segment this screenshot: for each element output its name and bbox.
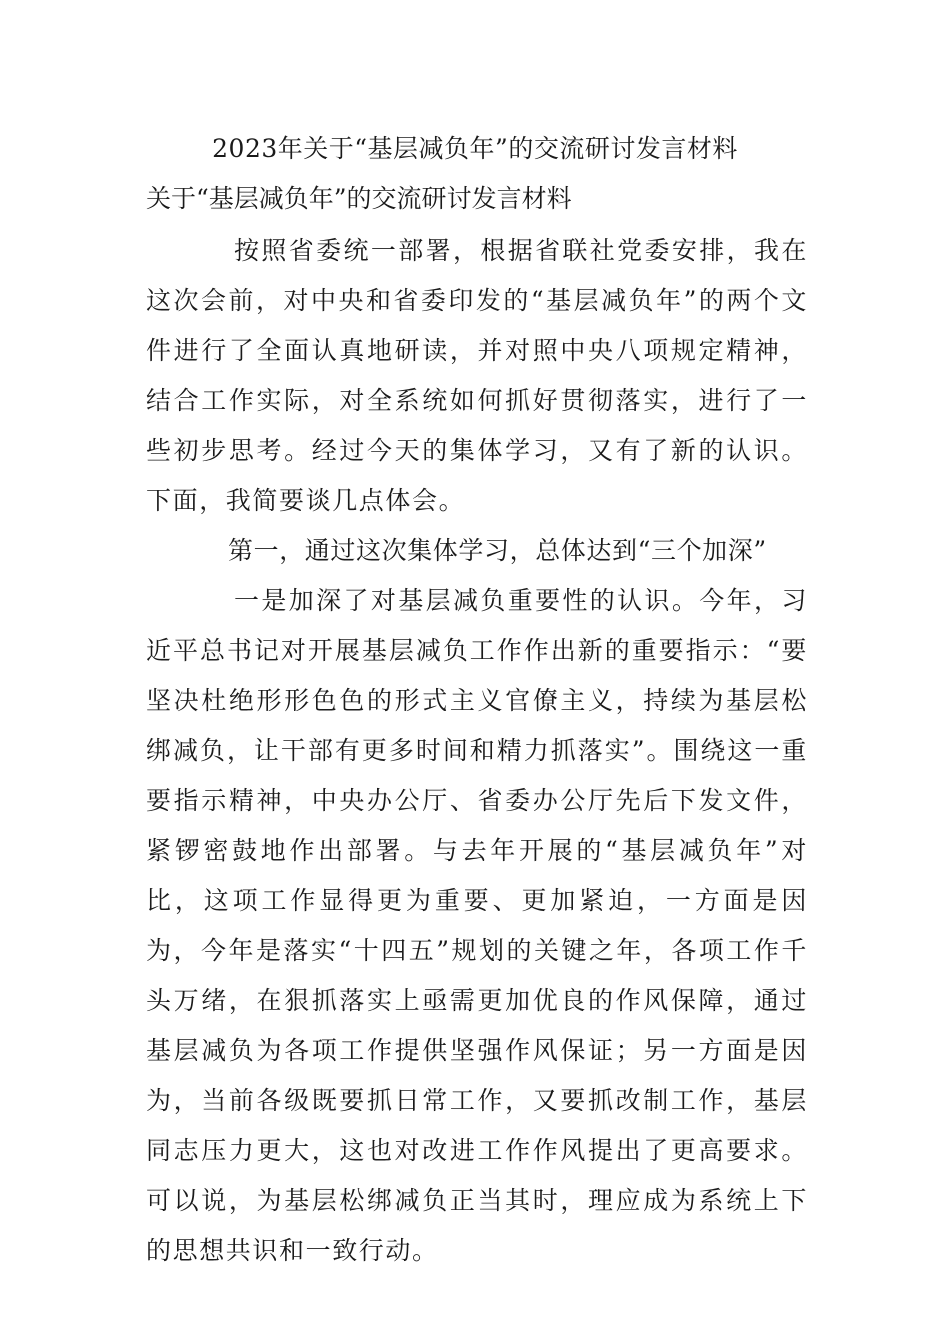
document-subtitle: 关于“基层减负年”的交流研讨发言材料 [146, 184, 572, 213]
section-heading: 第一，通过这次集体学习，总体达到“三个加深” [228, 536, 767, 565]
intro-paragraph: 按照省委统一部署，根据省联社党委安排，我在这次会前，对中央和省委印发的“基层减负年”的两个文件进行了全面认真地研读，并对照中央八项规定精神，结合工作实际，对全系统如何抓好贯彻落实，进行了一些初步思考。经过今天的集体学习，又有了新的认识。下面，我简要谈几点体会。 [146, 236, 808, 515]
document-title: 2023年关于“基层减负年”的交流研讨发言材料 [212, 134, 738, 163]
body-paragraph: 一是加深了对基层减负重要性的认识。今年，习近平总书记对开展基层减负工作作出新的重要指示：“要坚决杜绝形形色色的形式主义官僚主义，持续为基层松绑减负，让干部有更多时间和精力抓落实”。围绕这一重要指示精神，中央办公厅、省委办公厅先后下发文件，紧锣密鼓地作出部署。与去年开展的“基层减负年”对比，这项工作显得更为重要、更加紧迫，一方面是因为，今年是落实“十四五”规划的关键之年，各项工作千头万绪，在狠抓落实上亟需更加优良的作风保障，通过基层减负为各项工作提供坚强作风保证；另一方面是因为，当前各级既要抓日常工作，又要抓改制工作，基层同志压力更大，这也对改进工作作风提出了更高要求。可以说，为基层松绑减负正当其时，理应成为系统上下的思想共识和一致行动。 [146, 586, 808, 1265]
